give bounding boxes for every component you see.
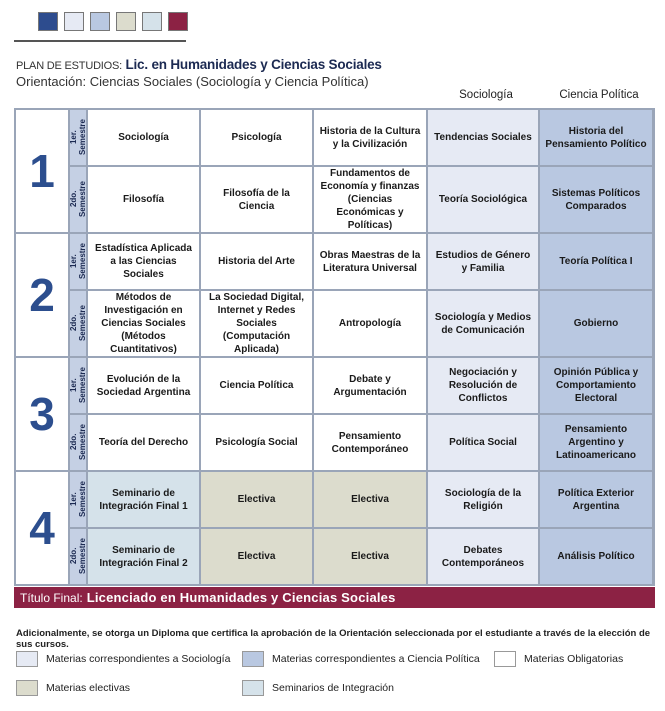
subject-cell: Debate y Argumentación [314,358,426,413]
semester-label-text: 2do. Semestre [69,181,87,218]
subject-cell: Sociología y Medios de Comunicación [428,291,538,356]
plan-title: Lic. en Humanidades y Ciencias Sociales [125,57,382,72]
subject-cell: Pensamiento Argentino y Latinoamericano [540,415,652,470]
legend-label-ciencia-politica: Materias correspondientes a Ciencia Política [272,653,480,665]
subject-cell: Historia de la Cultura y la Civilización [314,110,426,165]
subject-cell: Seminario de Integración Final 2 [88,529,199,584]
legend-electivas [16,680,130,696]
subject-cell: Sociología de la Religión [428,472,538,527]
semester-label [70,167,86,232]
subject-cell: Electiva [201,529,312,584]
orientation-text: Orientación: Ciencias Sociales (Sociología y Ciencia Política) [16,74,369,89]
subject-cell: Teoría Sociológica [428,167,538,232]
subject-cell: Debates Contemporáneos [428,529,538,584]
subject-cell: Estadística Aplicada a las Ciencias Sociales [88,234,199,289]
title-final-value: Licenciado en Humanidades y Ciencias Sociales [86,590,396,605]
subject-cell: Seminario de Integración Final 1 [88,472,199,527]
subject-cell: Teoría del Derecho [88,415,199,470]
subject-cell: Política Exterior Argentina [540,472,652,527]
subject-cell: Historia del Arte [201,234,312,289]
plan-heading [16,57,382,72]
subject-cell: Opinión Pública y Comportamiento Electoral [540,358,652,413]
semester-label [70,234,86,289]
semester-label-text: 2do. Semestre [69,305,87,342]
subject-cell: Gobierno [540,291,652,356]
legend-ciencia-politica [242,651,480,667]
semester-label-text: 2do. Semestre [69,424,87,461]
subject-cell: Tendencias Sociales [428,110,538,165]
legend-swatch-sociologia [16,651,38,667]
legend-obligatorias [494,651,623,667]
legend-seminarios [242,680,394,696]
legend-swatch-ciencia-politica [242,651,264,667]
subject-cell: Antropología [314,291,426,356]
subject-cell: Sociología [88,110,199,165]
subject-cell: Sistemas Políticos Comparados [540,167,652,232]
subject-cell: Estudios de Género y Familia [428,234,538,289]
plan-prefix: PLAN DE ESTUDIOS: [16,60,123,72]
semester-label-text: 1er. Semestre [69,119,87,156]
semester-label [70,529,86,584]
year-number: 4 [16,472,68,584]
title-final-prefix: Título Final: [20,590,83,605]
year-number: 2 [16,234,68,356]
legend-swatch-electivas [16,680,38,696]
subject-cell: Teoría Política I [540,234,652,289]
legend-label-electivas: Materias electivas [46,682,131,694]
legend-swatch-seminarios [242,680,264,696]
subject-cell: Psicología Social [201,415,312,470]
color-swatch [64,12,84,31]
color-swatch [38,12,58,31]
curriculum-grid [14,108,655,586]
subject-cell: Ciencia Política [201,358,312,413]
subject-cell: Filosofía [88,167,199,232]
legend-label-sociologia: Materias correspondientes a Sociología [46,653,231,665]
subject-cell: Política Social [428,415,538,470]
subject-cell: Filosofía de la Ciencia [201,167,312,232]
subject-cell: Evolución de la Sociedad Argentina [88,358,199,413]
diploma-note: Adicionalmente, se otorga un Diploma que certifica la aprobación de la Orientación seleccionada por el estudiante a través de la elección de sus cursos. [16,628,651,650]
year-number: 1 [16,110,68,232]
year-number: 3 [16,358,68,470]
subject-cell: Negociación y Resolución de Conflictos [428,358,538,413]
semester-label-text: 1er. Semestre [69,481,87,518]
subject-cell: La Sociedad Digital, Internet y Redes Sociales (Computación Aplicada) [201,291,312,356]
column-header-sociologia: Sociología [459,89,513,101]
subject-cell: Análisis Político [540,529,652,584]
semester-label-text: 2do. Semestre [69,538,87,575]
header-rule [14,40,186,42]
color-swatch [116,12,136,31]
semester-label-text: 1er. Semestre [69,243,87,280]
subject-cell: Electiva [201,472,312,527]
subject-cell: Métodos de Investigación en Ciencias Sociales (Métodos Cuantitativos) [88,291,199,356]
color-swatch [142,12,162,31]
subject-cell: Historia del Pensamiento Político [540,110,652,165]
semester-label [70,358,86,413]
semester-label [70,472,86,527]
subject-cell: Fundamentos de Economía y finanzas (Ciencias Económicas y Políticas) [314,167,426,232]
column-header-ciencia-politica: Ciencia Política [559,89,639,101]
semester-label [70,415,86,470]
color-swatch [90,12,110,31]
color-swatches [38,12,188,31]
semester-label [70,291,86,356]
legend-swatch-obligatorias [494,651,516,667]
legend-label-seminarios: Seminarios de Integración [272,682,394,694]
semester-label-text: 1er. Semestre [69,367,87,404]
subject-cell: Electiva [314,472,426,527]
legend-sociologia [16,651,230,667]
semester-label [70,110,86,165]
subject-cell: Obras Maestras de la Literatura Universal [314,234,426,289]
title-final-bar [14,587,655,608]
subject-cell: Pensamiento Contemporáneo [314,415,426,470]
subject-cell: Electiva [314,529,426,584]
color-swatch [168,12,188,31]
legend-label-obligatorias: Materias Obligatorias [524,653,624,665]
subject-cell: Psicología [201,110,312,165]
